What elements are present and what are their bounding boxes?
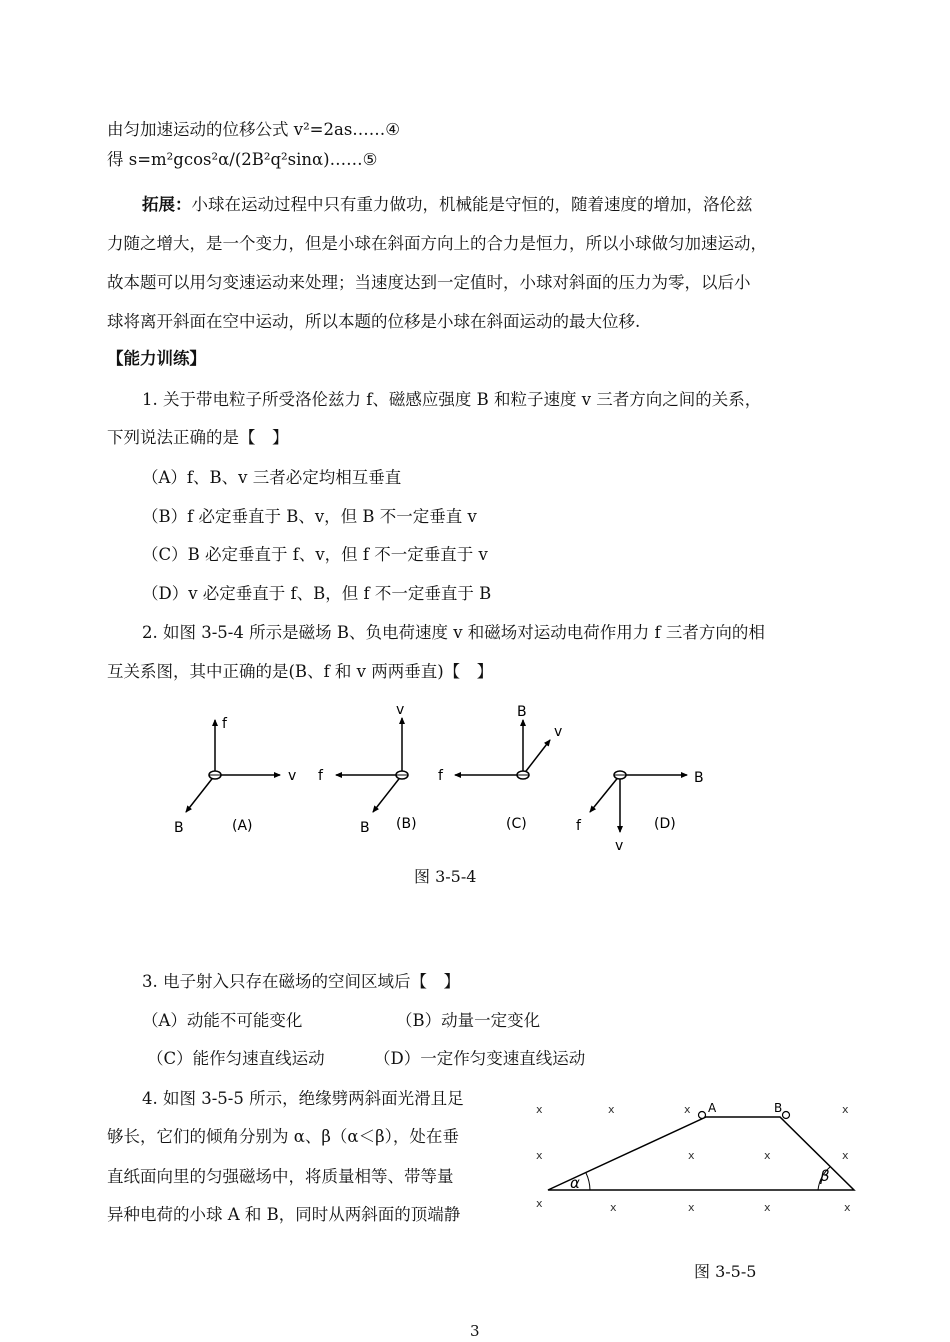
figure-3-5-4-caption: 图 3-5-4: [414, 867, 477, 886]
q1-stem-1: 1. 关于带电粒子所受洛伦兹力 f、磁感应强度 B 和粒子速度 v 三者方向之间的关系，: [142, 390, 762, 409]
q4-line-3: 直纸面向里的匀强磁场中，将质量相等、带等量: [107, 1167, 454, 1186]
q1-option-c: （C）B 必定垂直于 f、v，但 f 不一定垂直于 v: [142, 545, 488, 564]
diagram-d-v-label: v: [615, 838, 624, 854]
angle-alpha-label: α: [570, 1174, 580, 1192]
extension-line-4: 球将离开斜面在空中运动，所以本题的位移是小球在斜面运动的最大位移.: [107, 312, 641, 331]
q3-option-a: （A）动能不可能变化: [142, 1011, 303, 1030]
diagram-a-b-label: B: [174, 820, 184, 836]
extension-line-2: 力随之增大，是一个变力，但是小球在斜面方向上的合力是恒力，所以小球做匀加速运动，: [107, 234, 767, 253]
section-title: 【能力训练】: [107, 349, 206, 368]
svg-text:x: x: [536, 1149, 543, 1162]
diagram-d: [576, 770, 704, 854]
diagram-b-tag: (B): [396, 816, 417, 832]
formula-line-1: 由匀加速运动的位移公式 v²=2as……④: [107, 120, 401, 139]
svg-text:x: x: [842, 1149, 849, 1162]
diagram-a-tag: (A): [232, 818, 253, 834]
q4-line-1: 4. 如图 3-5-5 所示，绝缘劈两斜面光滑且足: [142, 1089, 464, 1108]
ball-a-label: A: [708, 1101, 717, 1115]
svg-text:x: x: [608, 1103, 615, 1116]
q1-option-d: （D）v 必定垂直于 f、B，但 f 不一定垂直于 B: [142, 584, 492, 603]
extension-label: 拓展：: [142, 195, 192, 214]
q3-stem: 3. 电子射入只存在磁场的空间区域后【 】: [142, 972, 460, 991]
diagram-b-v-label: v: [396, 702, 405, 718]
extension-line-3: 故本题可以用匀变速运动来处理；当速度达到一定值时，小球对斜面的压力为零，以后小: [107, 273, 751, 292]
q1-stem-2: 下列说法正确的是【 】: [107, 428, 289, 447]
svg-text:x: x: [536, 1197, 543, 1210]
diagram-c-tag: (C): [506, 816, 527, 832]
diagram-a-v-label: v: [288, 768, 297, 784]
q4-line-2: 够长，它们的倾角分别为 α、β（α＜β），处在垂: [107, 1127, 459, 1146]
q3-option-b: （B）动量一定变化: [396, 1011, 541, 1030]
diagram-d-b-label: B: [694, 770, 704, 786]
diagram-c-v-label: v: [554, 724, 563, 740]
diagram-d-f-label: f: [576, 818, 581, 834]
q1-option-b: （B）f 必定垂直于 B、v，但 B 不一定垂直 v: [142, 507, 477, 526]
svg-text:x: x: [536, 1103, 543, 1116]
svg-text:x: x: [764, 1201, 771, 1214]
figure-3-5-4: [160, 700, 720, 860]
page-number: 3: [470, 1322, 480, 1340]
ball-a: [699, 1112, 706, 1119]
ball-b: [783, 1112, 790, 1119]
svg-text:x: x: [688, 1201, 695, 1214]
diagram-a-f-label: f: [222, 716, 227, 732]
diagram-a: [174, 716, 296, 836]
extension-line-1: [142, 193, 753, 217]
svg-text:x: x: [842, 1103, 849, 1116]
diagram-b: [318, 702, 417, 836]
svg-text:x: x: [610, 1201, 617, 1214]
q1-option-a: （A）f、B、v 三者必定均相互垂直: [142, 468, 402, 487]
wedge: [548, 1117, 854, 1190]
svg-text:x: x: [764, 1149, 771, 1162]
svg-text:x: x: [684, 1103, 691, 1116]
diagram-c: [438, 704, 562, 832]
figure-3-5-5-caption: 图 3-5-5: [694, 1262, 757, 1281]
diagram-b-f-label: f: [318, 768, 323, 784]
q2-stem-1: 2. 如图 3-5-4 所示是磁场 B、负电荷速度 v 和磁场对运动电荷作用力 f 三者方向的相: [142, 623, 765, 642]
diagram-c-b-label: B: [517, 704, 527, 720]
diagram-b-b-label: B: [360, 820, 370, 836]
q3-option-d: （D）一定作匀变速直线运动: [374, 1049, 586, 1068]
angle-beta-label: β: [820, 1167, 830, 1185]
svg-text:x: x: [844, 1201, 851, 1214]
q2-stem-2: 互关系图，其中正确的是(B、f 和 v 两两垂直)【 】: [107, 662, 494, 681]
q3-option-c: （C）能作匀速直线运动: [147, 1049, 325, 1068]
extension-text: 小球在运动过程中只有重力做功，机械能是守恒的，随着速度的增加，洛伦兹: [191, 195, 753, 214]
figure-3-5-5: [528, 1095, 868, 1225]
ball-b-label: B: [774, 1101, 783, 1115]
svg-text:x: x: [688, 1149, 695, 1162]
magnetic-field-marks: [536, 1103, 851, 1214]
q4-line-4: 异种电荷的小球 A 和 B，同时从两斜面的顶端静: [107, 1205, 461, 1224]
formula-line-2: 得 s=m²gcos²α/(2B²q²sinα)……⑤: [107, 150, 378, 169]
diagram-d-tag: (D): [654, 816, 676, 832]
diagram-c-f-label: f: [438, 768, 443, 784]
